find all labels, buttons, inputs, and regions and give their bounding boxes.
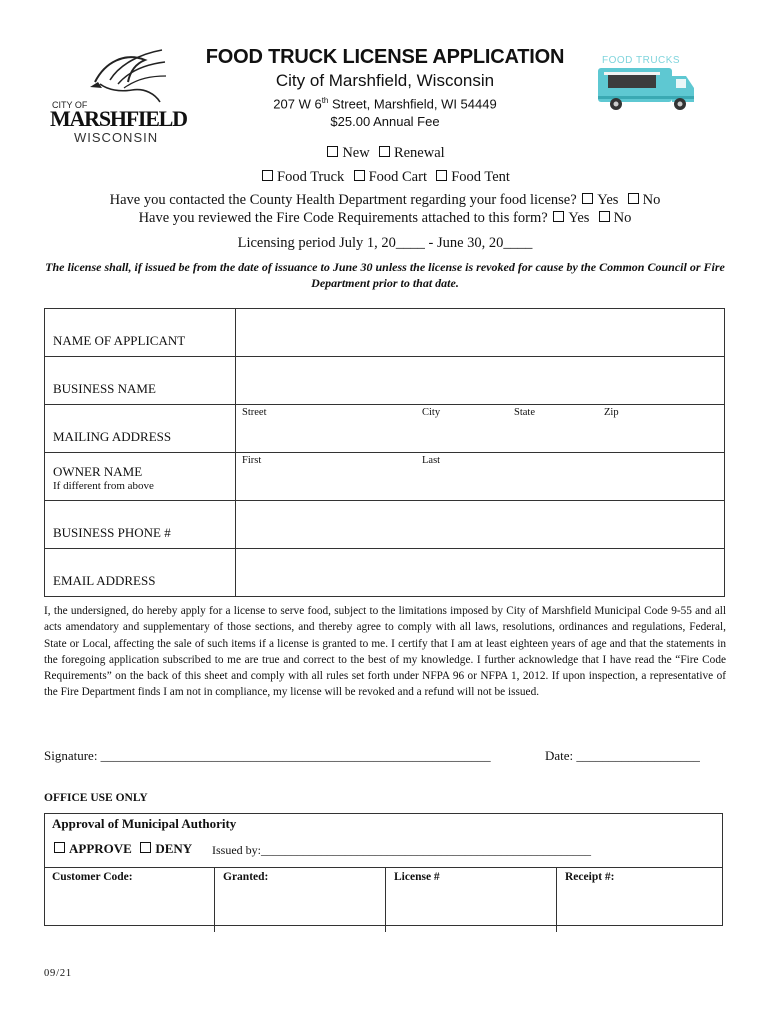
food-cart-checkbox[interactable] [354, 170, 365, 181]
license-number-cell[interactable] [386, 868, 557, 933]
svg-text:WISCONSIN: WISCONSIN [74, 130, 159, 145]
city-address: 207 W 6th Street, Marshfield, WI 54449 [273, 96, 497, 112]
signature-line[interactable]: Signature: ____________________________________________________________ [44, 748, 491, 763]
issued-by-line[interactable]: Issued by:_______________________________________________________ [212, 843, 591, 857]
first-sublabel: First [242, 455, 262, 466]
business-phone-label: BUSINESS PHONE # [45, 501, 236, 549]
mailing-address-field[interactable] [236, 405, 725, 453]
deny-label: DENY [155, 841, 193, 856]
approval-options [52, 841, 192, 857]
question-2-text: Have you reviewed the Fire Code Requirements attached to this form? [138, 210, 548, 226]
office-use-table [44, 867, 723, 932]
licensing-period: Licensing period July 1, 20____ - June 30, 20____ [237, 235, 533, 251]
last-sublabel: Last [422, 455, 441, 466]
food-truck-checkbox[interactable] [262, 170, 273, 181]
business-name-field[interactable] [236, 357, 725, 405]
city-name: City of Marshfield, Wisconsin [275, 71, 495, 90]
license-number-label: License # [394, 871, 440, 883]
q1-no-checkbox[interactable] [628, 193, 639, 204]
svg-text:CITY OF: CITY OF [52, 100, 88, 110]
application-type-row [0, 145, 770, 162]
new-label: New [342, 145, 370, 161]
license-note: The license shall, if issued be from the date of issuance to June 30 unless the license is revoked for cause by the Common Council or Fire Department prior to that date. [45, 260, 725, 290]
applicant-info-table [44, 308, 725, 597]
customer-code-label: Customer Code: [52, 871, 133, 883]
applicant-certification: I, the undersigned, do hereby apply for a license to serve food, subject to the limitations imposed by City of Marshfield Municipal Code 9-55 and all acts amendatory and supplementary of those sections, and thereby agree to comply with all laws, resolutions, ordinances and regulations, Federal, State or Local, affecting the sale of such items if a license is granted to me. I certify that I am at least eighteen years of age and that the statements in the foregoing application subscribed to me are true and correct to the best of my knowledge. I further acknowledge that I have read the “Fire Code Requirements” on the back of this sheet and comply with all rules set forth under NFPA 96 or NFPA 1, 2012. If upon inspection, a representative of the Fire Department finds I am not in compliance, my license will be revoked and a refund will not be issued. [44, 605, 726, 699]
deny-checkbox[interactable] [140, 842, 151, 853]
renewal-label: Renewal [393, 145, 445, 161]
receipt-cell[interactable] [557, 868, 724, 933]
business-phone-field[interactable] [236, 501, 725, 549]
mailing-address-label: MAILING ADDRESS [45, 405, 236, 453]
approve-checkbox[interactable] [54, 842, 65, 853]
street-sublabel: Street [242, 407, 267, 418]
svg-text:FOOD TRUCKS: FOOD TRUCKS [602, 55, 681, 66]
health-dept-question [0, 192, 770, 209]
q1-yes-label: Yes [597, 192, 619, 208]
email-address-field[interactable] [236, 549, 725, 597]
food-truck-label: Food Truck [277, 169, 345, 185]
q2-no-checkbox[interactable] [599, 211, 610, 222]
food-cart-label: Food Cart [368, 169, 427, 185]
approval-title: Approval of Municipal Authority [52, 816, 237, 831]
q1-yes-checkbox[interactable] [582, 193, 593, 204]
food-truck-icon [594, 52, 698, 114]
owner-name-field[interactable] [236, 453, 725, 501]
form-title: FOOD TRUCK LICENSE APPLICATION [205, 46, 565, 68]
renewal-checkbox[interactable] [379, 146, 390, 157]
customer-code-cell[interactable] [44, 868, 215, 933]
svg-text:MARSHFIELD: MARSHFIELD [50, 106, 188, 131]
q2-yes-label: Yes [568, 210, 590, 226]
food-tent-checkbox[interactable] [436, 170, 447, 181]
approve-label: APPROVE [69, 841, 132, 856]
date-line[interactable]: Date: ___________________ [545, 748, 700, 763]
granted-cell[interactable] [215, 868, 386, 933]
city-sublabel: City [422, 407, 441, 418]
state-sublabel: State [514, 407, 535, 418]
annual-fee: $25.00 Annual Fee [330, 114, 440, 129]
city-logo [50, 42, 190, 147]
question-1-text: Have you contacted the County Health Department regarding your food license? [109, 192, 577, 208]
name-of-applicant-field[interactable] [236, 309, 725, 357]
business-name-label: BUSINESS NAME [45, 357, 236, 405]
food-tent-label: Food Tent [451, 169, 510, 185]
email-address-label: EMAIL ADDRESS [45, 549, 236, 597]
owner-name-label: OWNER NAME If different from above [45, 453, 236, 501]
fire-code-question [0, 210, 770, 227]
name-of-applicant-label: NAME OF APPLICANT [45, 309, 236, 357]
q1-no-label: No [642, 192, 661, 208]
receipt-label: Receipt #: [565, 871, 615, 883]
form-revision-date: 09/21 [44, 968, 72, 979]
granted-label: Granted: [223, 871, 269, 883]
new-checkbox[interactable] [327, 146, 338, 157]
office-use-heading: OFFICE USE ONLY [44, 792, 148, 804]
owner-name-hint: If different from above [53, 480, 154, 492]
q2-no-label: No [613, 210, 632, 226]
q2-yes-checkbox[interactable] [553, 211, 564, 222]
zip-sublabel: Zip [604, 407, 619, 418]
vendor-type-row [0, 169, 770, 186]
